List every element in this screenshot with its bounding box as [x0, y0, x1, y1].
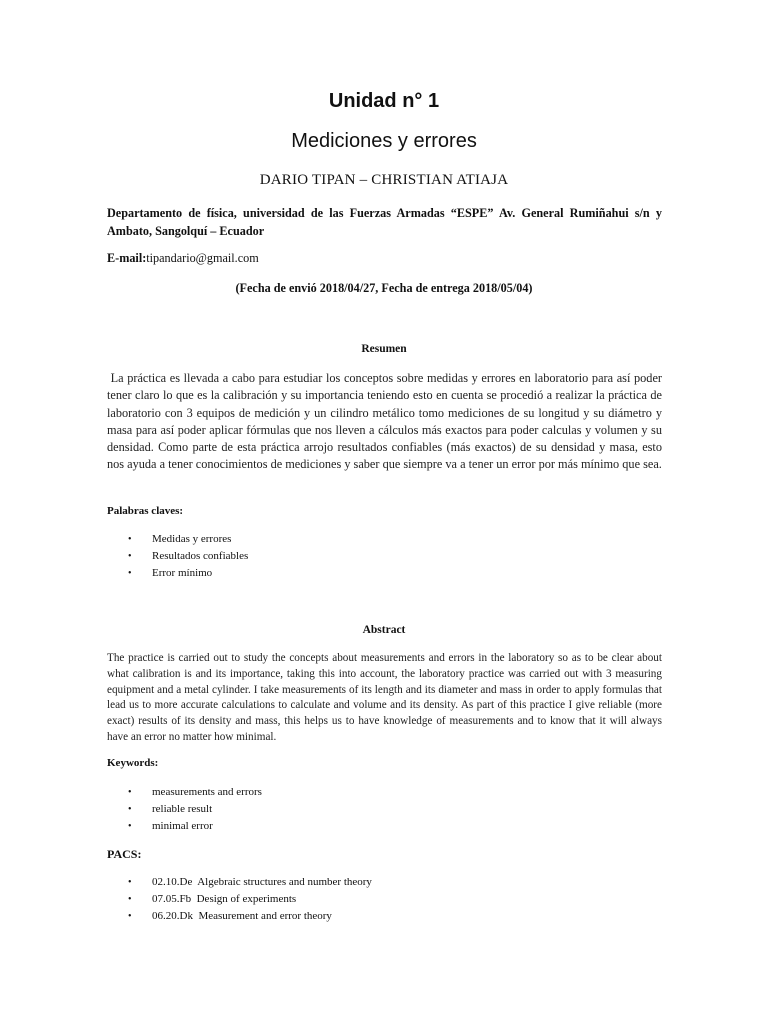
bullet-icon: • — [128, 877, 132, 888]
bullet-icon: • — [128, 787, 132, 798]
palabras-claves-list — [107, 531, 248, 582]
list-item: • minimal error — [107, 818, 262, 835]
bullet-icon: • — [128, 894, 132, 905]
list-item: • reliable result — [107, 801, 262, 818]
bullet-icon: • — [128, 911, 132, 922]
bullet-icon: • — [128, 534, 132, 545]
submission-dates: (Fecha de envió 2018/04/27, Fecha de entrega 2018/05/04) — [235, 281, 533, 295]
authors: DARIO TIPAN – CHRISTIAN ATIAJA — [259, 172, 509, 188]
list-item: • 06.20.Dk Measurement and error theory — [107, 908, 372, 925]
email-label: E-mail: — [107, 251, 147, 265]
resumen-heading: Resumen — [361, 343, 407, 355]
bullet-icon: • — [128, 821, 132, 832]
keywords-heading: Keywords: — [107, 757, 159, 769]
list-item: • 07.05.Fb Design of experiments — [107, 891, 372, 908]
unit-title: Unidad n° 1 — [328, 90, 440, 112]
email-value: tipandario@gmail.com — [146, 251, 259, 265]
resumen-text: La práctica es llevada a cabo para estudiar los conceptos sobre medidas y errores en laboratorio para así poder tener claro lo que es la calibración y su importancia teniendo esto en cuenta se procedió a realizar la práctica de laboratorio con 3 equipos de medición y un cilindro metálico tomo mediciones de su longitud y su diámetro y masa para así poder aplicar fórmulas que nos lleven a cálculos más exactos para poder calculas y volumen y su densidad. Como parte de esta práctica arrojo resultados confiables (más exactos) de su densidad y masa, esto nos ayuda a tener conocimientos de mediciones y saber que siempre va a tener un error por más mínimo que sea. — [107, 371, 662, 472]
abstract-body: The practice is carried out to study the concepts about measurements and errors in the laboratory so as to be clear about what calibration is and its importance, taking this into account, the laboratory practice was carried out with 3 measuring equipment and a metal cylinder. I take measurements of its length and its diameter and mass in order to apply formulas that lead us to more accurate calculations to calculate and volume and its density. As part of this practice I give reliable (more exact) results of its density and mass, this helps us to have knowledge of measurements and to know that it will always have an error no matter how minimal. — [107, 652, 662, 743]
list-item: • Resultados confiables — [107, 548, 248, 565]
bullet-icon: • — [128, 568, 132, 579]
document-title: Mediciones y errores — [291, 130, 477, 152]
email-line — [107, 251, 259, 266]
bullet-icon: • — [128, 551, 132, 562]
resumen-body — [107, 370, 662, 474]
keywords-list — [107, 784, 262, 835]
list-item: • Medidas y errores — [107, 531, 248, 548]
bullet-icon: • — [128, 804, 132, 815]
pacs-heading: PACS: — [107, 847, 142, 861]
affiliation: Departamento de física, universidad de las Fuerzas Armadas “ESPE” Av. General Rumiñahui s/n y Ambato, Sangolquí – Ecuador — [107, 206, 662, 238]
list-item: • 02.10.De Algebraic structures and number theory — [107, 874, 372, 891]
list-item: • Error mínimo — [107, 565, 248, 582]
list-item: • measurements and errors — [107, 784, 262, 801]
pacs-list — [107, 874, 372, 925]
abstract-heading: Abstract — [362, 624, 406, 636]
palabras-claves-heading: Palabras claves: — [107, 505, 184, 517]
